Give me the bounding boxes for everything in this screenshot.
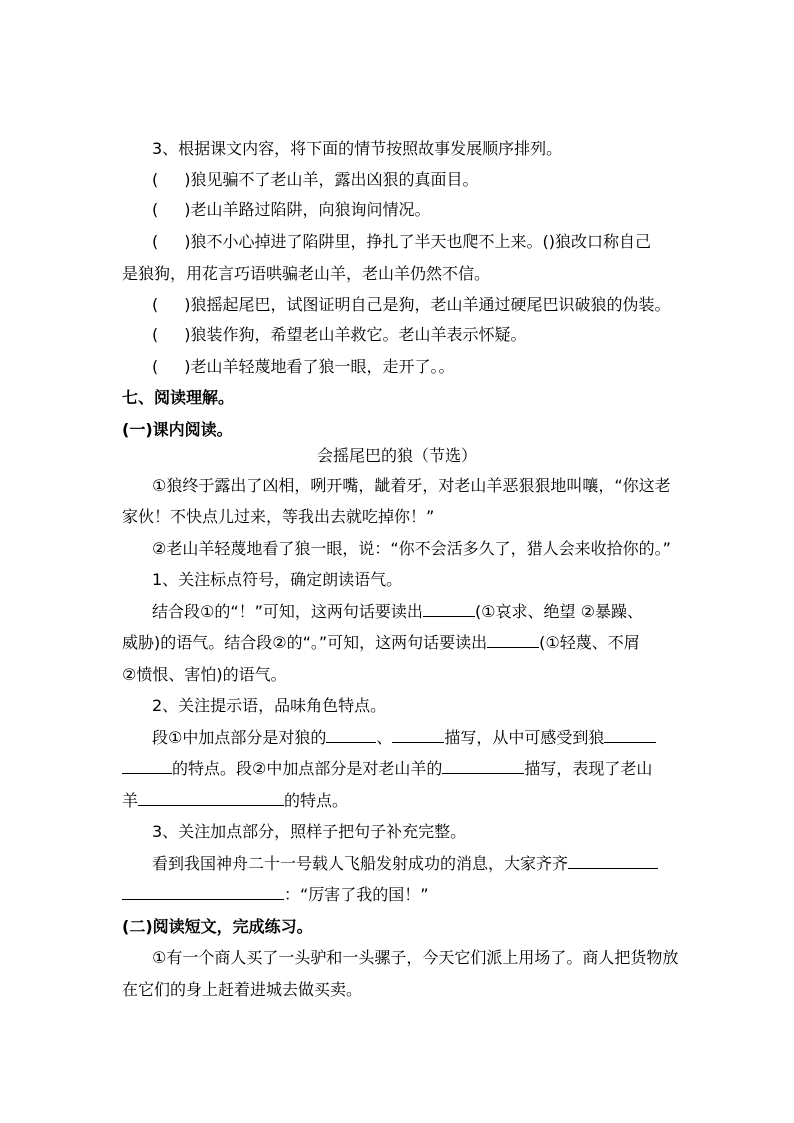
subquestion-1-line-3: ②愤恨、害怕)的语气。 bbox=[122, 665, 287, 684]
subquestion-1-line-2: 威胁)的语气。结合段②的“。”可知，这两句话要读出 (①轻蔑、不屑 bbox=[122, 633, 640, 652]
short-passage-line-1: ①有一个商人买了一头驴和一头骡子，今天它们派上用场了。商人把货物放 bbox=[152, 948, 679, 967]
answer-blank[interactable] bbox=[423, 602, 475, 617]
order-item-4: ( )狼摇起尾巴，试图证明自己是狗，老山羊通过硬尾巴识破狼的伪装。 bbox=[152, 295, 671, 314]
order-item-3-continued: 是狼狗，用花言巧语哄骗老山羊，老山羊仍然不信。 bbox=[122, 264, 491, 283]
extracurricular-reading-heading: (二)阅读短文，完成练习。 bbox=[122, 917, 313, 936]
subquestion-1-title: 1、关注标点符号，确定朗读语气。 bbox=[152, 570, 403, 589]
subquestion-3-line-2: ：“厉害了我的国！” bbox=[122, 884, 429, 906]
order-item-3: ( )狼不小心掉进了陷阱里，挣扎了半天也爬不上来。()狼改口称自己 bbox=[152, 232, 651, 251]
answer-blank[interactable] bbox=[138, 791, 284, 806]
subquestion-2-line-1: 段①中加点部分是对狼的 、 描写，从中可感受到狼 bbox=[152, 727, 656, 749]
subquestion-3-line-1: 看到我国神舟二十一号载人飞船发射成功的消息，大家齐齐 bbox=[152, 853, 658, 875]
subquestion-2-line-2: 的特点。段②中加点部分是对老山羊的 描写，表现了老山 bbox=[122, 758, 652, 780]
answer-blank[interactable] bbox=[122, 759, 172, 774]
passage-paragraph-2: ②老山羊轻蔑地看了狼一眼，说：“你不会活多久了，猎人会来收拾你的。” bbox=[152, 539, 671, 558]
answer-blank[interactable] bbox=[326, 728, 376, 743]
passage-title: 会摇尾巴的狼（节选） bbox=[317, 446, 478, 465]
order-item-1: ( )狼见骗不了老山羊，露出凶狠的真面目。 bbox=[152, 170, 479, 189]
subquestion-1-line-1: 结合段①的“！”可知，这两句话要读出 (①哀求、绝望 ②暴躁、 bbox=[152, 602, 643, 621]
order-item-2: ( )老山羊路过陷阱，向狼询问情况。 bbox=[152, 200, 431, 219]
passage-paragraph-1-continued: 家伙！不快点儿过来，等我出去就吃掉你！” bbox=[122, 507, 435, 526]
answer-blank[interactable] bbox=[604, 728, 656, 743]
short-passage-line-2: 在它们的身上赶着进城去做买卖。 bbox=[122, 980, 363, 999]
subquestion-2-title: 2、关注提示语，品味角色特点。 bbox=[152, 696, 387, 715]
section-seven-heading: 七、阅读理解。 bbox=[122, 388, 235, 407]
subquestion-3-title: 3、关注加点部分，照样子把句子补充完整。 bbox=[152, 822, 467, 841]
order-item-5: ( )狼装作狗，希望老山羊救它。老山羊表示怀疑。 bbox=[152, 325, 527, 344]
answer-blank[interactable] bbox=[568, 854, 658, 869]
passage-paragraph-1: ①狼终于露出了凶相，咧开嘴，龇着牙，对老山羊恶狠狠地叫嚷，“你这老 bbox=[152, 476, 671, 495]
q3-title: 3、根据课文内容，将下面的情节按照故事发展顺序排列。 bbox=[152, 139, 563, 158]
in-class-reading-heading: (一)课内阅读。 bbox=[122, 420, 233, 439]
answer-blank[interactable] bbox=[442, 759, 524, 774]
answer-blank[interactable] bbox=[122, 885, 284, 900]
answer-blank[interactable] bbox=[487, 633, 539, 648]
answer-blank[interactable] bbox=[392, 728, 444, 743]
subquestion-2-line-3: 羊 的特点。 bbox=[122, 791, 349, 810]
order-item-6: ( )老山羊轻蔑地看了狼一眼，走开了。。 bbox=[152, 357, 455, 376]
